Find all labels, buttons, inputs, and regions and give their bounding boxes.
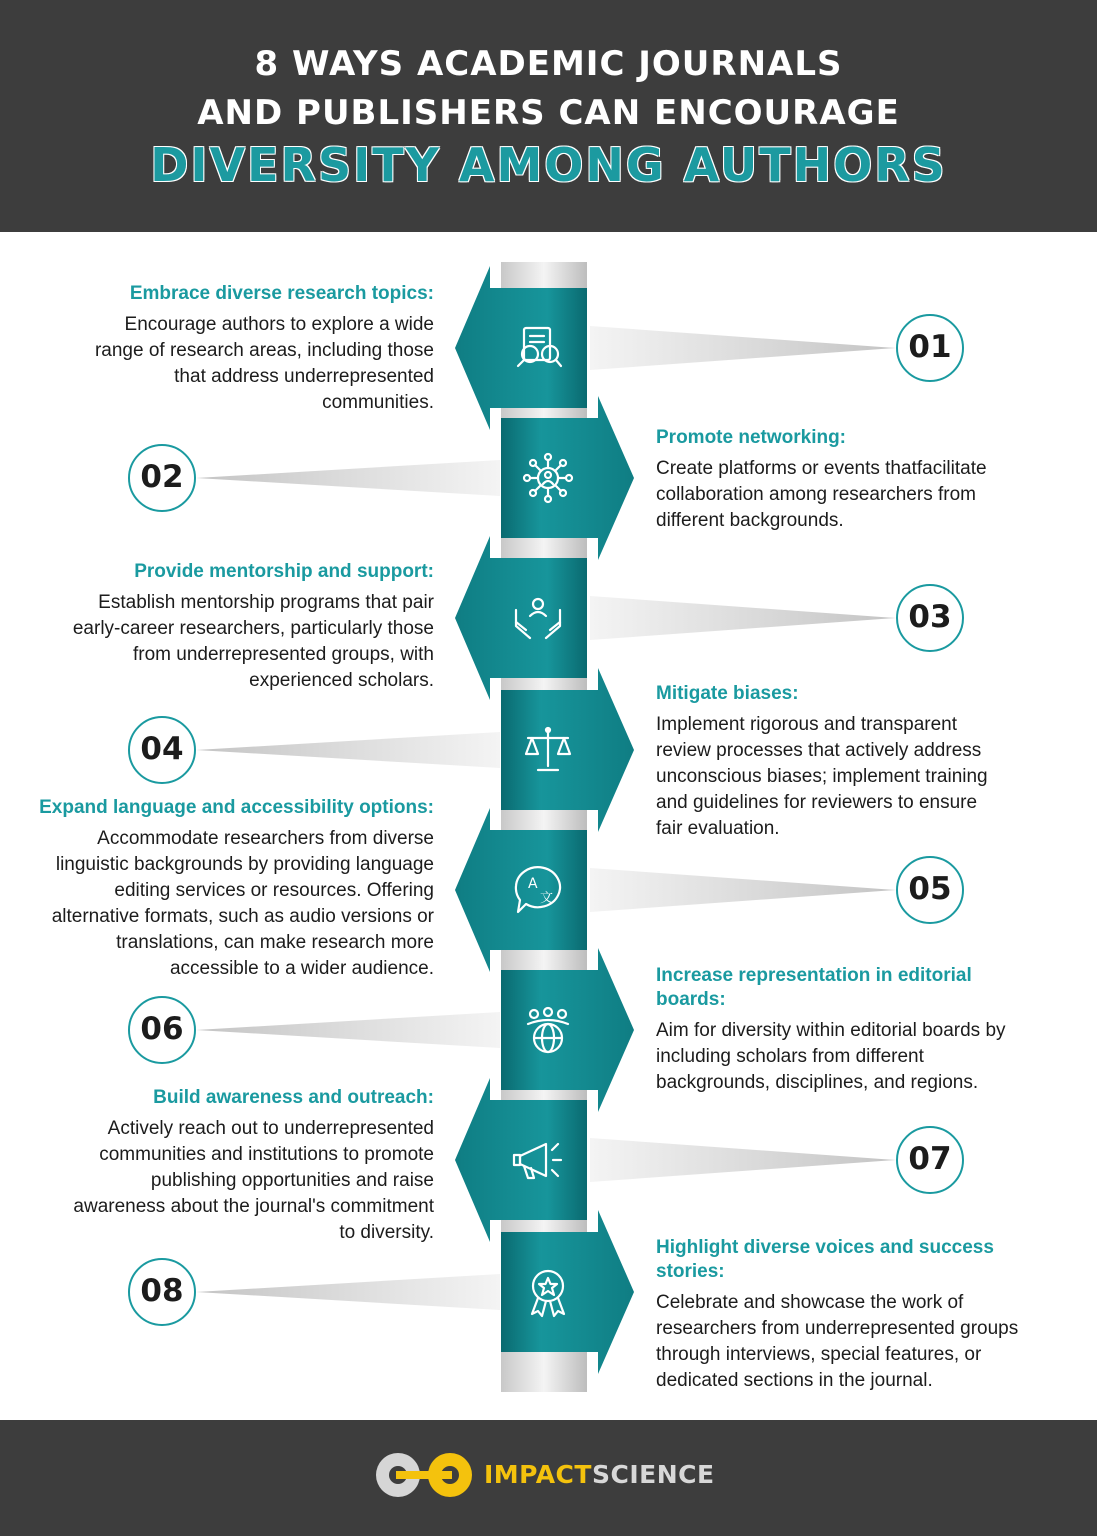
step-number-badge: 06	[128, 996, 196, 1064]
brand-name	[484, 1460, 715, 1489]
step-arrow	[455, 536, 587, 700]
step-description: Aim for diversity within editorial boards by including scholars from different backgrounds, disciplines, and regions.	[656, 1020, 1006, 1093]
step-title: Build awareness and outreach:	[153, 1087, 434, 1108]
connector-wedge	[196, 1274, 500, 1310]
step-title: Promote networking:	[656, 427, 847, 448]
step-number-badge: 03	[896, 584, 964, 652]
title-line-1: 8 WAYS ACADEMIC JOURNALS	[254, 44, 843, 84]
step-number-badge: 07	[896, 1126, 964, 1194]
step-arrow	[455, 266, 587, 430]
step-number-badge: 08	[128, 1258, 196, 1326]
step-title: Embrace diverse research topics:	[129, 283, 434, 304]
svg-text:A: A	[528, 876, 538, 892]
step-arrow	[501, 1210, 634, 1374]
step-title: Expand language and accessibility options:	[39, 797, 434, 818]
step-text-block	[34, 796, 434, 982]
step-text-block	[656, 964, 1016, 1096]
step-description: Implement rigorous and transparent review processes that actively address unconscious biases; implement training and guidelines for reviewers to ensure fair evaluation.	[656, 714, 988, 839]
impact-science-logo-icon	[374, 1449, 474, 1501]
step-text-block	[656, 682, 1006, 842]
step-arrow	[455, 808, 587, 972]
step-description: Create platforms or events thatfacilitate collaboration among researchers from different backgrounds.	[656, 458, 987, 531]
step-title: Provide mentorship and support:	[134, 561, 434, 582]
connector-wedge	[196, 460, 500, 496]
brand-science: SCIENCE	[591, 1460, 715, 1489]
step-text-block	[69, 1086, 434, 1246]
title-line-2: AND PUBLISHERS CAN ENCOURAGE	[197, 93, 900, 133]
connector-wedge	[196, 1012, 500, 1048]
step-description: Celebrate and showcase the work of researchers from underrepresented groups through interviews, special features, or dedicated sections in the journal.	[656, 1292, 1019, 1391]
step-description: Accommodate researchers from diverse linguistic backgrounds by providing language editing services or resources. Offering alternative formats, such as audio versions or translations, can make research more accessible to a wider audience.	[51, 828, 434, 979]
step-title: Highlight diverse voices and success stories:	[656, 1237, 994, 1282]
connector-wedge	[196, 732, 500, 768]
step-number-badge: 02	[128, 444, 196, 512]
step-text-block	[656, 1236, 1066, 1394]
connector-wedge	[590, 868, 896, 912]
step-arrow	[501, 396, 634, 560]
connector-wedge	[590, 596, 896, 640]
step-description: Establish mentorship programs that pair early-career researchers, particularly those from underrepresented groups, with experienced scholars.	[72, 592, 434, 691]
step-description: Encourage authors to explore a wide range of research areas, including those that address underrepresented communities.	[94, 314, 434, 413]
step-text-block	[54, 560, 434, 694]
connector-wedge	[590, 326, 896, 370]
brand-impact: IMPACT	[484, 1460, 592, 1489]
step-text-block	[656, 426, 1016, 534]
step-arrow	[501, 948, 634, 1112]
step-title: Increase representation in editorial boards:	[656, 965, 972, 1010]
svg-text:文: 文	[540, 891, 554, 906]
step-number-badge: 04	[128, 716, 196, 784]
step-number-badge: 01	[896, 314, 964, 382]
step-title: Mitigate biases:	[656, 683, 799, 704]
network-person-icon	[524, 454, 572, 502]
step-number-badge: 05	[896, 856, 964, 924]
title-highlight: DIVERSITY AMONG AUTHORS	[150, 138, 947, 192]
connector-wedge	[590, 1138, 896, 1182]
step-text-block	[94, 282, 434, 416]
step-description: Actively reach out to underrepresented communities and institutions to promote publishing opportunities and raise awareness about the journal's commitment to diversity.	[73, 1118, 434, 1243]
